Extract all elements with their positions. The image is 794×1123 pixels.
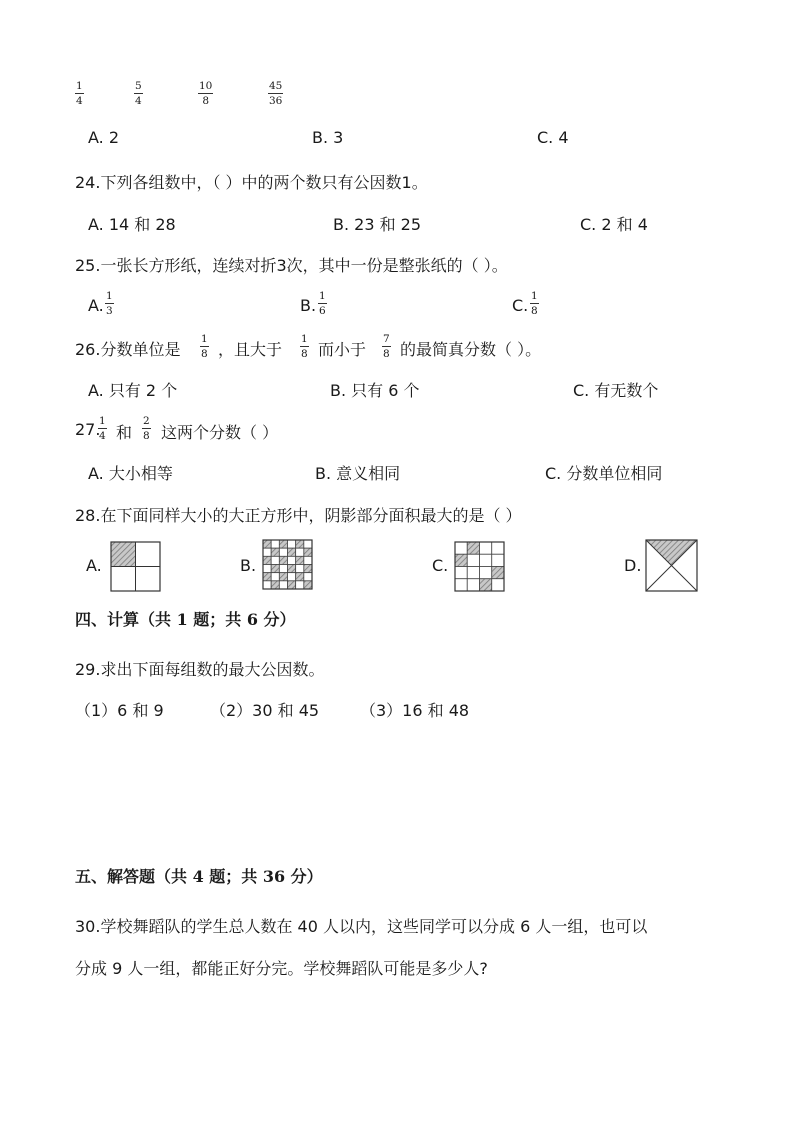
q23-option-b[interactable]: B. 3 xyxy=(312,128,344,147)
grid-cell xyxy=(304,556,312,564)
grid-cell xyxy=(296,548,304,556)
grid-cell xyxy=(288,540,296,548)
grid-cell xyxy=(455,579,467,591)
q25-option-b-label[interactable]: B. xyxy=(300,296,317,315)
numerator: 7 xyxy=(383,333,390,345)
q26-option-b[interactable]: B. 只有 6 个 xyxy=(330,381,420,400)
denominator: 6 xyxy=(319,305,326,317)
q26-fraction-upper xyxy=(382,333,391,360)
q27-prefix: 27. xyxy=(75,420,101,439)
denominator: 3 xyxy=(106,305,113,317)
q27-fraction-1-4 xyxy=(98,415,107,442)
denominator: 8 xyxy=(301,348,308,360)
q28-question: 28.在下面同样大小的大正方形中，阴影部分面积最大的是（ ） xyxy=(75,506,522,525)
grid-cell xyxy=(279,548,287,556)
q28-figure-b[interactable] xyxy=(262,539,313,590)
grid-cell xyxy=(263,540,271,548)
q27-option-a[interactable]: A. 大小相等 xyxy=(88,464,173,483)
grid-cell xyxy=(492,542,504,554)
q25-option-a-label[interactable]: A. xyxy=(88,296,104,315)
fraction-1-4 xyxy=(75,80,84,107)
grid-cell xyxy=(455,554,467,566)
grid-cell xyxy=(271,573,279,581)
q26-middle-1: ，且大于 xyxy=(218,340,283,359)
q26-option-a[interactable]: A. 只有 2 个 xyxy=(88,381,178,400)
q25-option-c-fraction xyxy=(530,290,539,317)
grid-cell xyxy=(271,540,279,548)
section-5-title: 五、解答题（共 4 题；共 36 分） xyxy=(75,867,323,886)
grid-cell xyxy=(480,542,492,554)
grid-cell xyxy=(296,540,304,548)
grid-cell xyxy=(288,581,296,589)
q24-option-b[interactable]: B. 23 和 25 xyxy=(333,215,422,234)
numerator: 1 xyxy=(99,415,106,427)
denominator: 8 xyxy=(143,430,150,442)
grid-cell xyxy=(279,573,287,581)
grid-cell xyxy=(271,565,279,573)
q23-option-a[interactable]: A. 2 xyxy=(88,128,120,147)
numerator: 1 xyxy=(76,80,83,92)
q26-fraction-lower xyxy=(300,333,309,360)
grid-cell xyxy=(455,567,467,579)
grid-cell xyxy=(480,554,492,566)
grid-cell xyxy=(304,540,312,548)
q28-figure-d[interactable] xyxy=(645,539,698,592)
grid-cell xyxy=(296,581,304,589)
grid-cell xyxy=(271,556,279,564)
denominator: 8 xyxy=(201,348,208,360)
grid-cell xyxy=(467,554,479,566)
grid-cell xyxy=(467,579,479,591)
numerator: 1 xyxy=(319,290,326,302)
grid-cell xyxy=(467,567,479,579)
q27-fraction-2-8 xyxy=(142,415,151,442)
grid-cell xyxy=(455,542,467,554)
fraction-10-8 xyxy=(198,80,213,107)
q25-option-a-fraction xyxy=(105,290,114,317)
grid-cell xyxy=(492,554,504,566)
q28-figure-c[interactable] xyxy=(454,541,505,592)
grid-cell xyxy=(467,542,479,554)
grid-cell xyxy=(288,548,296,556)
numerator: 1 xyxy=(201,333,208,345)
q26-fraction-unit xyxy=(200,333,209,360)
grid-cell xyxy=(263,581,271,589)
grid-cell xyxy=(480,579,492,591)
grid-cell xyxy=(263,573,271,581)
denominator: 4 xyxy=(76,95,83,107)
fraction-45-36 xyxy=(268,80,283,107)
grid-cell xyxy=(279,581,287,589)
q30-line-1: 30.学校舞蹈队的学生总人数在 40 人以内，这些同学可以分成 6 人一组，也可以 xyxy=(75,917,648,936)
grid-cell xyxy=(271,581,279,589)
grid-cell xyxy=(492,579,504,591)
q28-figure-a[interactable] xyxy=(110,541,161,592)
grid-cell xyxy=(304,573,312,581)
q28-label-a[interactable]: A. xyxy=(86,556,102,575)
grid-cell xyxy=(263,548,271,556)
numerator: 1 xyxy=(106,290,113,302)
numerator: 5 xyxy=(135,80,142,92)
grid-cell xyxy=(279,565,287,573)
grid-cell xyxy=(288,573,296,581)
q29-item-1: （1）6 和 9 xyxy=(75,701,164,720)
q24-option-a[interactable]: A. 14 和 28 xyxy=(88,215,176,234)
q26-middle-2: 而小于 xyxy=(318,340,367,359)
q24-question: 24.下列各组数中，（ ）中的两个数只有公因数1。 xyxy=(75,173,428,192)
q29-item-2: （2）30 和 45 xyxy=(210,701,320,720)
numerator: 2 xyxy=(143,415,150,427)
grid-cell xyxy=(296,565,304,573)
grid-cell xyxy=(304,565,312,573)
q28-label-b[interactable]: B. xyxy=(240,556,257,575)
denominator: 4 xyxy=(135,95,142,107)
q29-item-3: （3）16 和 48 xyxy=(360,701,470,720)
grid-cell xyxy=(492,567,504,579)
grid-cell xyxy=(304,548,312,556)
q26-option-c[interactable]: C. 有无数个 xyxy=(573,381,659,400)
numerator: 45 xyxy=(269,80,283,92)
q27-suffix: 这两个分数（ ） xyxy=(161,423,279,442)
grid-cell xyxy=(263,556,271,564)
grid-cell xyxy=(279,556,287,564)
grid-cell xyxy=(296,556,304,564)
q27-middle: 和 xyxy=(116,423,133,442)
denominator: 8 xyxy=(202,95,210,107)
q30-line-2: 分成 9 人一组，都能正好分完。学校舞蹈队可能是多少人? xyxy=(75,959,488,978)
q25-option-c-label[interactable]: C. xyxy=(512,296,529,315)
denominator: 4 xyxy=(99,430,106,442)
grid-cell xyxy=(304,581,312,589)
q26-prefix: 26.分数单位是 xyxy=(75,340,181,359)
q28-label-d[interactable]: D. xyxy=(624,556,642,575)
q27-option-b[interactable]: B. 意义相同 xyxy=(315,464,401,483)
q23-option-c[interactable]: C. 4 xyxy=(537,128,569,147)
q25-question: 25.一张长方形纸，连续对折3次，其中一份是整张纸的（ ）。 xyxy=(75,256,508,275)
denominator: 36 xyxy=(269,95,283,107)
grid-cell xyxy=(296,573,304,581)
q29-question: 29.求出下面每组数的最大公因数。 xyxy=(75,660,325,679)
q27-option-c[interactable]: C. 分数单位相同 xyxy=(545,464,663,483)
q25-option-b-fraction xyxy=(318,290,327,317)
q26-suffix: 的最简真分数（ ）。 xyxy=(400,340,542,359)
grid-cell xyxy=(279,540,287,548)
denominator: 8 xyxy=(383,348,390,360)
grid-cell xyxy=(288,565,296,573)
grid-cell xyxy=(288,556,296,564)
section-4-title: 四、计算（共 1 题；共 6 分） xyxy=(75,610,296,629)
numerator: 1 xyxy=(531,290,538,302)
grid-cell xyxy=(271,548,279,556)
numerator: 1 xyxy=(301,333,308,345)
numerator: 10 xyxy=(199,80,213,92)
q24-option-c[interactable]: C. 2 和 4 xyxy=(580,215,648,234)
q28-label-c[interactable]: C. xyxy=(432,556,449,575)
grid-cell xyxy=(480,567,492,579)
denominator: 8 xyxy=(531,305,538,317)
grid-cell xyxy=(263,565,271,573)
fraction-5-4 xyxy=(134,80,143,107)
